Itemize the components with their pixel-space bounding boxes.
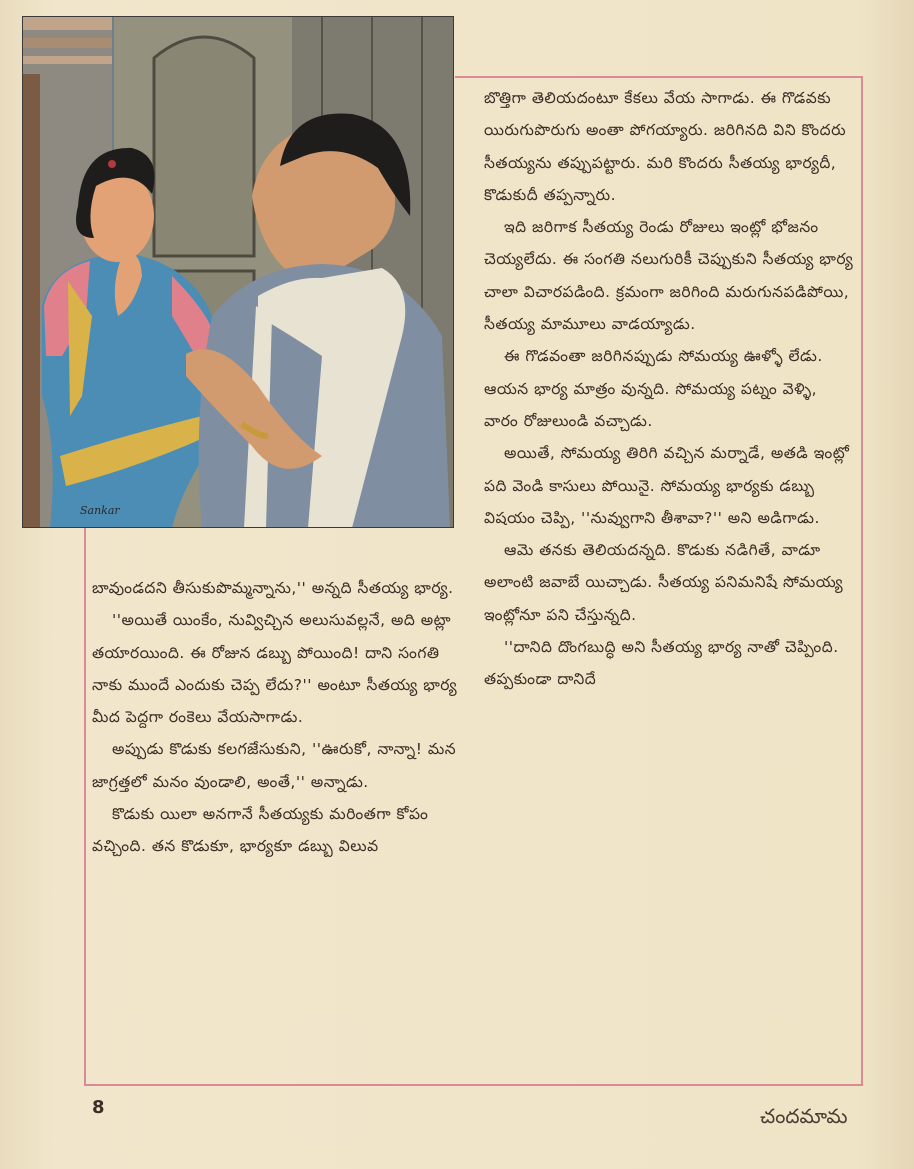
magazine-name: చందమామ	[760, 1104, 848, 1128]
paragraph: ''దానిది దొంగబుద్ధి అని సీతయ్య భార్య నాతో చెప్పింది. తప్పకుండా దానిదే	[484, 638, 839, 689]
page-number: 8	[92, 1097, 105, 1118]
paragraph: ''అయితే యింకేం, నువ్విచ్చిన అలుసువల్లనే, అది అట్లా తయారయింది. ఈ రోజున డబ్బు పోయింది! దాని సంగతి నాకు ముందే ఎందుకు చెప్ప లేదు?'' అంటూ సీతయ్య భార్య మీద పెద్దగా రంకెలు వేయసాగాడు.	[92, 611, 458, 727]
left-text-column	[92, 572, 458, 863]
page-border-bottom	[84, 1084, 863, 1086]
paragraph: కొడుకు యిలా అనగానే సీతయ్యకు మరింతగా కోపం వచ్చింది. తన కొడుకూ, భార్యకూ డబ్బు విలువ	[92, 805, 429, 856]
page-border-top	[455, 76, 863, 78]
paragraph: బొత్తిగా తెలియదంటూ కేకలు వేయ సాగాడు. ఈ గొడవకు యిరుగుపొరుగు అంతా పోగయ్యారు. జరిగినది విని కొందరు సీతయ్యను తప్పుపట్టారు. మరి కొందరు సీతయ్య భార్యదీ, కొడుకుదీ తప్పన్నారు.	[484, 89, 847, 204]
page-border-left	[84, 528, 86, 1086]
artist-signature: Sankar	[80, 504, 120, 517]
paragraph: ఆమె తనకు తెలియదన్నది. కొడుకు నడిగితే, వాడూ అలాంటి జవాబే యిచ్చాడు. సీతయ్య పనిమనిషే సోమయ్య ఇంట్లోనూ పని చేస్తున్నది.	[484, 541, 844, 624]
paragraph: అయితే, సోమయ్య తిరిగి వచ్చిన మర్నాడే, అతడి ఇంట్లో పది వెండి కాసులు పోయినై. సోమయ్య భార్యకు డబ్బు విషయం చెప్పి, ''నువ్వుగాని తీశావా?'' అని అడిగాడు.	[484, 444, 850, 527]
right-text-column	[484, 82, 856, 696]
paragraph: ఇది జరిగాక సీతయ్య రెండు రోజులు ఇంట్లో భోజనం చెయ్యలేదు. ఈ సంగతి నలుగురికీ చెప్పుకుని సీతయ్య భార్య చాలా విచారపడింది. క్రమంగా జరిగింది మరుగునపడిపోయి, సీతయ్య మామూలు వాడయ్యాడు.	[484, 218, 854, 334]
paragraph: బావుండదని తీసుకుపొమ్మన్నాను,'' అన్నది సీతయ్య భార్య.	[92, 579, 454, 597]
page-border-right	[861, 76, 863, 1086]
paragraph: అప్పుడు కొడుకు కలగజేసుకుని, ''ఊరుకో, నాన్నా! మన జాగ్రత్తలో మనం వుండాలి, అంతే,'' అన్నాడు.	[92, 740, 457, 791]
story-illustration	[22, 16, 454, 528]
paragraph: ఈ గొడవంతా జరిగినప్పుడు సోమయ్య ఊళ్ళో లేడు. ఆయన భార్య మాత్రం వున్నది. సోమయ్య పట్నం వెళ్ళి, వారం రోజులుండి వచ్చాడు.	[484, 347, 823, 430]
